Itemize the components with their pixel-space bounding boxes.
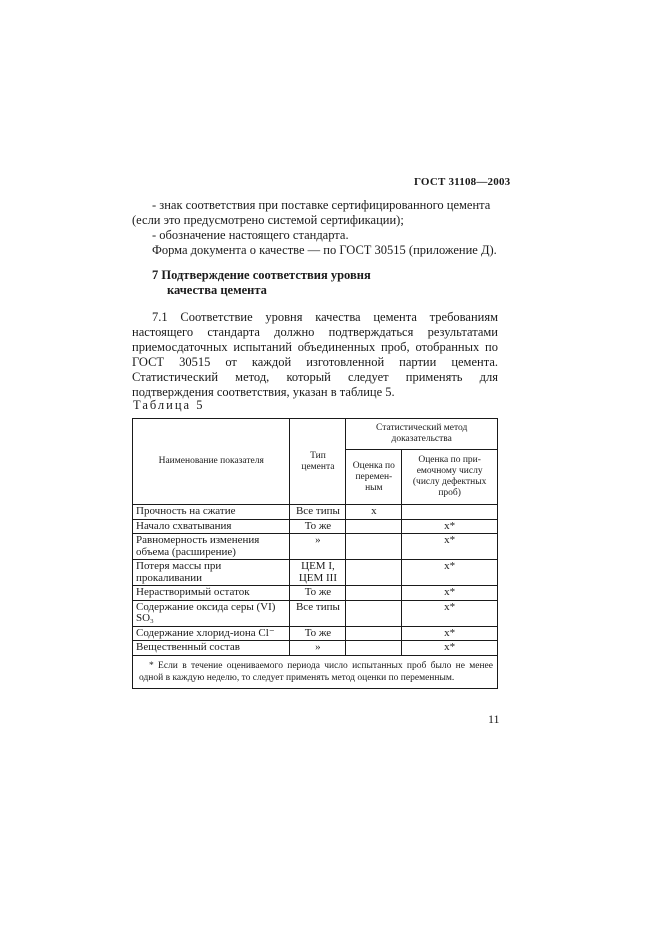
row-type: То же — [290, 586, 346, 601]
section-heading-line1: 7 Подтверждение соответствия уровня — [152, 268, 371, 282]
list-item-continuation: (если это предусмотрено системой сертификации); — [132, 213, 404, 227]
row-variables — [346, 626, 402, 641]
data-table — [132, 418, 498, 689]
header-type: Тип цемента — [290, 419, 346, 505]
row-attributes: х* — [402, 534, 498, 560]
row-name: Содержание оксида серы (VI) SO₃ — [133, 600, 290, 626]
row-attributes: х* — [402, 519, 498, 534]
table-row — [133, 586, 498, 601]
page-number: 11 — [488, 712, 500, 726]
row-name: Нерастворимый остаток — [133, 586, 290, 601]
table-header-row — [133, 419, 498, 450]
row-name: Потеря массы при прокаливании — [133, 560, 290, 586]
list-item-conformity-mark: - знак соответствия при поставке сертифицированного цемента — [152, 198, 491, 212]
row-attributes: х* — [402, 626, 498, 641]
row-type: Все типы — [290, 600, 346, 626]
table-row — [133, 505, 498, 520]
table-row — [133, 600, 498, 626]
table-row — [133, 626, 498, 641]
row-variables — [346, 600, 402, 626]
row-name: Прочность на сжатие — [133, 505, 290, 520]
row-type: » — [290, 534, 346, 560]
header-variables: Оценка по перемен-ным — [346, 450, 402, 505]
row-name: Равномерность изменения объема (расширение) — [133, 534, 290, 560]
header-method: Статистический метод доказательства — [346, 419, 498, 450]
header-attributes: Оценка по при-емочному числу (числу дефектных проб) — [402, 450, 498, 505]
section-heading-line2: качества цемента — [167, 283, 267, 297]
table-footnote-row — [133, 655, 498, 688]
row-variables — [346, 519, 402, 534]
quality-document-form: Форма документа о качестве — по ГОСТ 30515 (приложение Д). — [152, 243, 497, 257]
row-type: То же — [290, 626, 346, 641]
row-attributes — [402, 505, 498, 520]
table-row — [133, 534, 498, 560]
header-name: Наименование показателя — [133, 419, 290, 505]
row-variables: х — [346, 505, 402, 520]
row-type: ЦЕМ I, ЦЕМ III — [290, 560, 346, 586]
row-type: То же — [290, 519, 346, 534]
document-header: ГОСТ 31108—2003 — [414, 176, 511, 188]
table-footnote: * Если в течение оцениваемого периода число испытанных проб было не менее одной в каждую неделю, то следует применять метод оценки по переменным. — [133, 655, 498, 688]
table-row — [133, 560, 498, 586]
row-attributes: х* — [402, 600, 498, 626]
row-name: Начало схватывания — [133, 519, 290, 534]
row-variables — [346, 586, 402, 601]
row-name: Вещественный состав — [133, 641, 290, 656]
row-variables — [346, 560, 402, 586]
list-item-standard-designation: - обозначение настоящего стандарта. — [152, 228, 349, 242]
row-name: Содержание хлорид-иона Cl⁻ — [133, 626, 290, 641]
row-type: » — [290, 641, 346, 656]
row-attributes: х* — [402, 641, 498, 656]
row-variables — [346, 641, 402, 656]
table-caption: Таблица 5 — [133, 398, 205, 412]
row-attributes: х* — [402, 586, 498, 601]
row-attributes: х* — [402, 560, 498, 586]
table-row — [133, 641, 498, 656]
section-heading — [152, 268, 371, 298]
table-row — [133, 519, 498, 534]
row-variables — [346, 534, 402, 560]
row-type: Все типы — [290, 505, 346, 520]
section-paragraph: 7.1 Соответствие уровня качества цемента требованиям настоящего стандарта должно подтверждаться результатами приемосдаточных испытаний объединенных проб, отобранных по ГОСТ 30515 от каждой изготовленной партии цемента. Статистический метод, который следует применять для подтверждения соответствия, указан в таблице 5. — [132, 310, 498, 399]
